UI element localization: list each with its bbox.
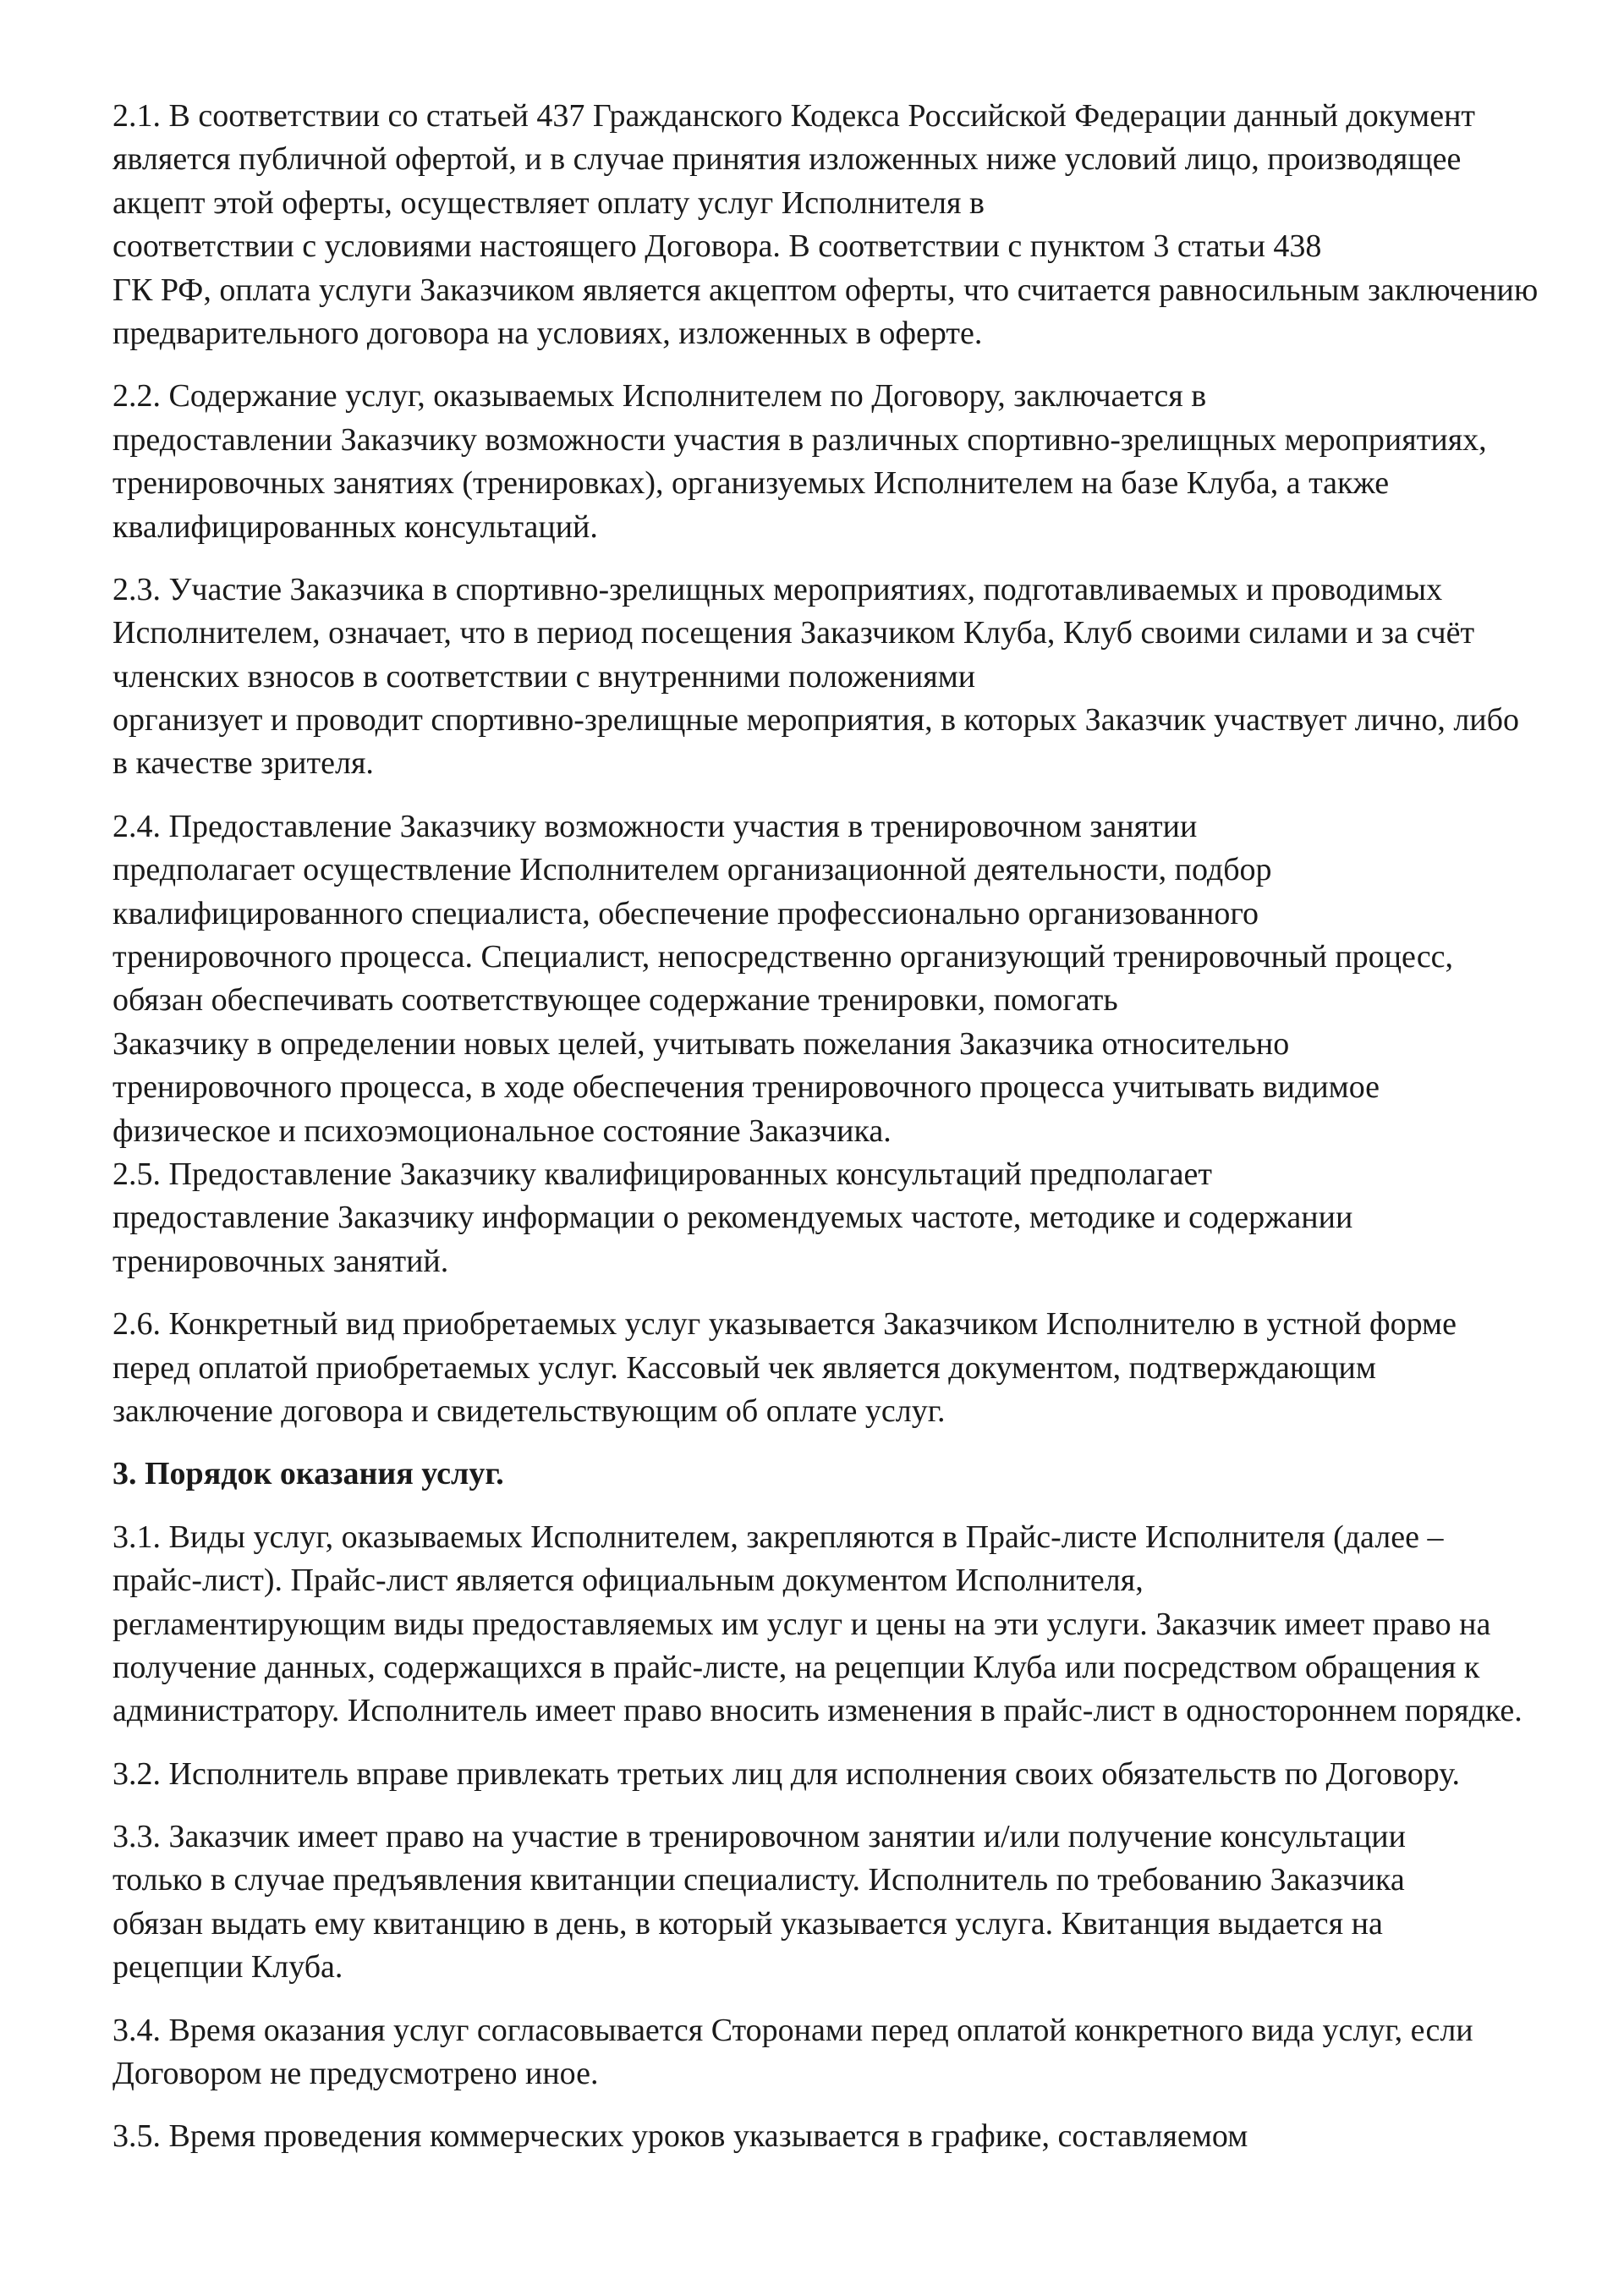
text-line: Заказчику в определении новых целей, учитывать пожелания Заказчика относительно	[112, 1025, 1290, 1062]
paragraph-2-3	[112, 569, 1601, 786]
paragraph-3-1	[112, 1516, 1601, 1733]
text-line: перед оплатой приобретаемых услуг. Кассовый чек является документом, подтверждающим	[112, 1349, 1376, 1386]
text-line: 3.3. Заказчик имеет право на участие в тренировочном занятии и/или получение консультации	[112, 1819, 1406, 1855]
text-line: администратору. Исполнитель имеет право вносить изменения в прайс-лист в одностороннем порядке.	[112, 1693, 1522, 1729]
text-line: квалифицированного специалиста, обеспечение профессионально организованного	[112, 895, 1259, 931]
text-line: 2.5. Предоставление Заказчику квалифицированных консультаций предполагает	[112, 1156, 1212, 1192]
text-line: обязан выдать ему квитанцию в день, в который указывается услуга. Квитанция выдается на	[112, 1905, 1383, 1942]
text-line: 3.1. Виды услуг, оказываемых Исполнителем, закрепляются в Прайс-листе Исполнителя (далее –	[112, 1519, 1444, 1555]
text-line: тренировочного процесса, в ходе обеспечения тренировочного процесса учитывать видимое	[112, 1069, 1380, 1106]
paragraph-3-5	[112, 2115, 1601, 2158]
document-body	[112, 95, 1601, 2159]
text-line: регламентирующим виды предоставляемых им услуг и цены на эти услуги. Заказчик имеет право на	[112, 1606, 1491, 1642]
paragraph-3-3	[112, 1815, 1601, 1990]
text-line: акцепт этой оферты, осуществляет оплату услуг Исполнителя в	[112, 184, 985, 221]
text-line: предварительного договора на условиях, изложенных в оферте.	[112, 315, 983, 351]
text-line: обязан обеспечивать соответствующее содержание тренировки, помогать	[112, 982, 1118, 1019]
paragraph-2-4	[112, 805, 1601, 1153]
text-line: 3.2. Исполнитель вправе привлекать третьих лиц для исполнения своих обязательств по Договору.	[112, 1755, 1460, 1792]
text-line: прайс-лист). Прайс-лист является официальным документом Исполнителя,	[112, 1563, 1144, 1599]
text-line: тренировочного процесса. Специалист, непосредственно организующий тренировочный процесс,	[112, 939, 1454, 975]
text-line: тренировочных занятий.	[112, 1243, 449, 1279]
text-line: Исполнителем, означает, что в период посещения Заказчиком Клуба, Клуб своими силами и за счёт	[112, 615, 1475, 651]
paragraph-2-2	[112, 375, 1601, 549]
text-line: тренировочных занятиях (тренировках), организуемых Исполнителем на базе Клуба, а также	[112, 465, 1390, 502]
text-line: получение данных, содержащихся в прайс-листе, на рецепции Клуба или посредством обращения к	[112, 1649, 1480, 1685]
text-line: предполагает осуществление Исполнителем организационной деятельности, подбор	[112, 852, 1272, 888]
text-line: физическое и психоэмоциональное состояние Заказчика.	[112, 1112, 892, 1149]
text-line: 2.4. Предоставление Заказчику возможности участия в тренировочном занятии	[112, 808, 1198, 844]
text-line: предоставление Заказчику информации о рекомендуемых частоте, методике и содержании	[112, 1200, 1353, 1236]
section-title: 3. Порядок оказания услуг.	[112, 1456, 504, 1492]
text-line: членских взносов в соответствии с внутренними положениями	[112, 658, 976, 695]
paragraph-2-6	[112, 1303, 1601, 1433]
text-line: организует и проводит спортивно-зрелищные мероприятия, в которых Заказчик участвует лично, либо	[112, 702, 1519, 739]
text-line: предоставлении Заказчику возможности участия в различных спортивно-зрелищных мероприятиях,	[112, 421, 1487, 458]
text-line: в качестве зрителя.	[112, 745, 374, 782]
text-line: ГК РФ, оплата услуги Заказчиком является акцептом оферты, что считается равносильным заключению	[112, 272, 1539, 308]
paragraph-2-1	[112, 95, 1601, 355]
text-line: квалифицированных консультаций.	[112, 508, 598, 545]
text-line: соответствии с условиями настоящего Договора. В соответствии с пунктом 3 статьи 438	[112, 228, 1322, 265]
text-line: 3.5. Время проведения коммерческих уроков указывается в графике, составляемом	[112, 2118, 1248, 2155]
paragraph-3-2	[112, 1753, 1601, 1796]
text-line: 2.1. В соответствии со статьей 437 Гражданского Кодекса Российской Федерации данный документ	[112, 98, 1476, 134]
text-line: 3.4. Время оказания услуг согласовывается Сторонами перед оплатой конкретного вида услуг, если	[112, 2012, 1473, 2048]
text-line: 2.6. Конкретный вид приобретаемых услуг указывается Заказчиком Исполнителю в устной форме	[112, 1306, 1457, 1343]
text-line: Договором не предусмотрено иное.	[112, 2056, 599, 2092]
paragraph-3-4	[112, 2009, 1601, 2096]
text-line: является публичной офертой, и в случае принятия изложенных ниже условий лицо, производящее	[112, 141, 1462, 178]
text-line: заключение договора и свидетельствующим об оплате услуг.	[112, 1392, 946, 1429]
text-line: рецепции Клуба.	[112, 1949, 343, 1986]
text-line: 2.2. Содержание услуг, оказываемых Исполнителем по Договору, заключается в	[112, 378, 1207, 415]
paragraph-2-5	[112, 1153, 1601, 1283]
text-line: только в случае предъявления квитанции специалисту. Исполнитель по требованию Заказчика	[112, 1862, 1405, 1898]
text-line: 2.3. Участие Заказчика в спортивно-зрелищных мероприятиях, подготавливаемых и проводимых	[112, 571, 1443, 607]
section-heading-3	[112, 1453, 1601, 1496]
